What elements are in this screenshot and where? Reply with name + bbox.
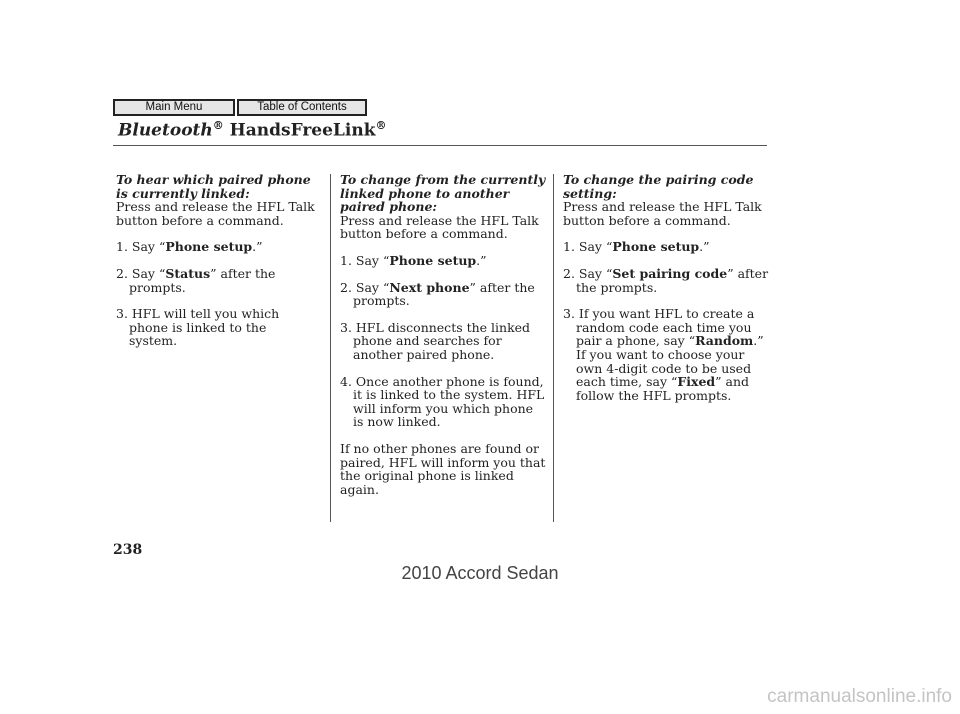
step-text: Say “ — [574, 239, 613, 255]
column-divider-2 — [553, 174, 554, 522]
voice-command: Random — [695, 333, 754, 349]
voice-command: Phone setup — [165, 239, 253, 255]
section-title — [118, 119, 386, 141]
watermark: carmanualsonline.info — [767, 686, 952, 707]
step-text: Say “ — [127, 265, 166, 281]
column-pairing-code — [563, 173, 773, 402]
section-title-hfl: HandsFreeLink — [223, 120, 376, 141]
step-number: 2. — [340, 279, 352, 295]
col3-step-1 — [563, 240, 773, 254]
column-hear-linked-phone — [116, 173, 316, 348]
title-rule — [113, 145, 767, 146]
voice-command: Next phone — [389, 279, 470, 295]
col1-intro: Press and release the HFL Talk button before a command. — [116, 199, 315, 228]
main-menu-button[interactable]: Main Menu — [113, 99, 235, 116]
col2-step-3: 3. HFL disconnects the linked phone and searches for another paired phone. — [340, 319, 531, 362]
col3-step-2 — [563, 267, 773, 294]
col1-heading: To hear which paired phone is currently linked: — [116, 172, 311, 201]
step-text: Say “ — [351, 279, 390, 295]
col2-step-2 — [340, 281, 546, 308]
page-number: 238 — [113, 542, 143, 558]
table-of-contents-button[interactable]: Table of Contents — [237, 99, 367, 116]
step-number: 2. — [563, 265, 575, 281]
step-text: ” and follow the HFL prompts. — [576, 374, 750, 403]
section-title-bluetooth: Bluetooth — [118, 120, 213, 141]
voice-command: Phone setup — [389, 252, 477, 268]
step-number: 2. — [116, 265, 128, 281]
step-number: 1. — [563, 239, 575, 255]
step-text: If you want HFL to create a random code each time you pair a phone, say “ — [574, 306, 755, 349]
voice-command: Status — [165, 265, 211, 281]
col2-heading: To change from the currently linked phone to another paired phone: — [340, 172, 546, 215]
step-text: ” after the prompts. — [576, 265, 769, 295]
registered-mark-2: ® — [375, 119, 387, 132]
step-text: ” after the prompts. — [129, 265, 276, 295]
step-number: 3. — [563, 306, 575, 322]
column-change-linked-phone — [340, 173, 546, 496]
col3-step-3 — [563, 307, 773, 402]
col1-step-1 — [116, 240, 316, 254]
col3-heading: To change the pairing code setting: — [563, 172, 754, 201]
column-divider-1 — [330, 174, 331, 522]
step-text: Say “ — [351, 252, 390, 268]
step-number: 1. — [340, 252, 352, 268]
voice-command: Set pairing code — [612, 265, 728, 281]
col2-outro: If no other phones are found or paired, HFL will inform you that the original phone is linked again. — [340, 440, 546, 497]
col2-step-4: 4. Once another phone is found, it is linked to the system. HFL will inform you which phone is now linked. — [340, 373, 545, 430]
step-number: 1. — [116, 239, 128, 255]
step-text: .” — [699, 239, 710, 255]
voice-command: Phone setup — [612, 239, 700, 255]
col1-step-3: 3. HFL will tell you which phone is linked to the system. — [116, 306, 280, 349]
col2-intro: Press and release the HFL Talk button before a command. — [340, 212, 539, 242]
step-text: Say “ — [574, 265, 613, 281]
step-text: .” — [252, 239, 263, 255]
col3-intro: Press and release the HFL Talk button before a command. — [563, 199, 762, 228]
step-text: .” If you want to choose your own 4-digit code to be used each time, say “ — [576, 333, 764, 390]
step-text: ” after the prompts. — [353, 279, 535, 309]
step-text: .” — [476, 252, 487, 268]
registered-mark: ® — [212, 119, 224, 132]
step-text: Say “ — [127, 239, 166, 255]
footer-model: 2010 Accord Sedan — [401, 563, 559, 583]
voice-command: Fixed — [677, 374, 716, 390]
col1-step-2 — [116, 267, 316, 294]
col2-step-1 — [340, 254, 546, 268]
